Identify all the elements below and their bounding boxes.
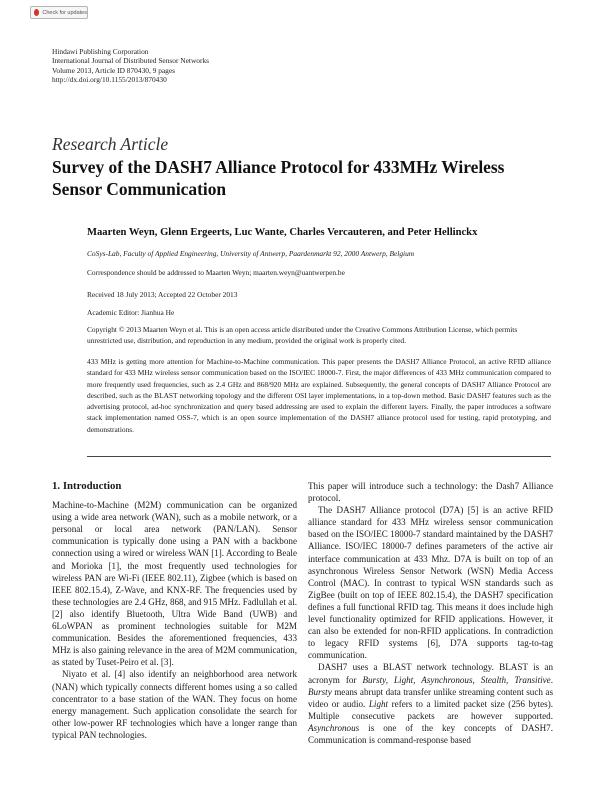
paragraph: This paper will introduce such a technology: the Dash7 Alliance protocol.	[308, 481, 553, 504]
text-run: .	[550, 674, 553, 685]
right-column	[308, 480, 553, 746]
doi-link[interactable]: http://dx.doi.org/10.1155/2013/870430	[52, 74, 167, 84]
text-run: means abrupt data transfer unlike streaming content such as video or audio.	[308, 686, 553, 709]
update-icon	[34, 9, 39, 16]
divider	[87, 456, 551, 457]
author-list: Maarten Weyn, Glenn Ergeerts, Luc Wante, Charles Vercauteren, and Peter Hellinckx	[87, 227, 478, 238]
text-run: refers to a limited packet size (256 bytes). Multiple consecutive packets are however supported.	[308, 698, 553, 721]
academic-editor: Academic Editor: Jianhua He	[87, 308, 175, 317]
article-type: Research Article	[52, 134, 169, 154]
paragraph: Machine-to-Machine (M2M) communication can be organized using a wide area network (WAN), such as a mobile network, or a personal or local area network (PAN/LAN). Sensor communication is typically done using a PAN with a backbone connection using a wired or wireless WAN [1]. According to Beale and Morioka [1], the most frequently used technologies for wireless PAN are Wi-Fi (IEEE 802.11), Zigbee (which is based on IEEE 802.15.4), Z-Wave, and KNX-RF. The frequencies used by these technologies are 2.4 GHz, 868, and 915 MHz. Fadlullah et al. [2] also identify Bluetooth, Ultra Wide Band (UWB) and 6LoWPAN as prominent technologies suitable for M2M communication. Besides the aforementioned frequencies, 433 MHz is also gaining relevance in the area of M2M communication, as stated by Tuset-Peiro et al. [3].	[52, 500, 297, 668]
italic-term: Bursty, Light, Asynchronous, Stealth, Transitive	[362, 674, 551, 685]
volume-info: Volume 2013, Article ID 870430, 9 pages	[52, 65, 176, 75]
article-title: Survey of the DASH7 Alliance Protocol for 433MHz Wireless Sensor Communication	[52, 157, 505, 199]
italic-term: Bursty	[308, 686, 332, 697]
received-dates: Received 18 July 2013; Accepted 22 October 2013	[87, 290, 238, 299]
correspondence: Correspondence should be addressed to Maarten Weyn; maarten.weyn@uantwerpen.be	[87, 268, 345, 277]
italic-term: Light	[368, 698, 389, 709]
publisher: Hindawi Publishing Corporation	[52, 47, 149, 56]
section-number: 1.	[52, 480, 61, 492]
check-for-updates-badge[interactable]	[30, 6, 88, 19]
italic-term: Asynchronous	[308, 722, 360, 733]
badge-label: Check for updates	[42, 9, 87, 16]
paragraph: The DASH7 Alliance protocol (D7A) [5] is an active RFID alliance standard for 433 MHz wireless sensor communication based on the ISO/IEC 18000-7 standard maintained by the DASH7 Alliance. ISO/IEC 18000-7 defines parameters of the active air interface communication at 433 Mhz. D7A is built on top of an asynchronous Wireless Sensor Network (WSN) Media Access Control (MAC). In contrast to typical WSN standards such as ZigBee (built on top of IEEE 802.15.4), the DASH7 specification defines a full functional RFID tag. This means it does include high level functionality optimized for RFID applications. However, it can also be extended for non-RFID applications. In contradiction to legacy RFID systems [6], D7A supports tag-to-tag communication.	[308, 505, 553, 661]
journal-header	[52, 47, 209, 84]
section-title: Introduction	[62, 480, 122, 492]
text-run: DASH7 uses a BLAST network technology. BLAST is an acronym for	[308, 662, 553, 685]
copyright-notice: Copyright © 2013 Maarten Weyn et al. This is an open access article distributed under the Creative Commons Attribution License, which permits unrestricted use, distribution, and reproduction in any medium, provided the original work is properly cited.	[87, 325, 518, 346]
left-column	[52, 480, 297, 741]
paragraph	[308, 661, 553, 746]
journal-name: International Journal of Distributed Sensor Networks	[52, 56, 210, 66]
section-heading	[52, 480, 297, 492]
paragraph: Niyato et al. [4] also identify an neighborhood area network (NAN) which typically connects different homes using a so called concentrator to a base station of the WAN. They focus on home energy management. Such application consolidate the search for other low-power RF technologies which have a longer range than typical PAN technologies.	[52, 669, 297, 740]
affiliation: CoSys-Lab, Faculty of Applied Engineering, University of Antwerp, Paardenmarkt 92, 2000 Antwerp, Belgium	[87, 249, 415, 258]
abstract: 433 MHz is getting more attention for Machine-to-Machine communication. This paper presents the DASH7 Alliance Protocol, an active RFID alliance standard for 433 MHz wireless sensor communication based on the ISO/IEC 18000-7. First, the major differences of 433 MHz communication compared to more frequently used frequencies, such as 2.4 GHz and 868/920 MHz are explained. Subsequently, the general concepts of DASH7 Alliance Protocol are described, such as the BLAST networking topology and the different OSI layer implementations, in a top-down method. Basic DASH7 features such as the advertising protocol, ad-hoc synchronization and query based addressing are used to explain the different layers. Finally, the paper introduces a software stack implementation named OSS-7, which is an open source implementation of the DASH7 alliance protocol used for testing, rapid prototyping, and demonstrations.	[87, 357, 551, 434]
text-run: is one of the key concepts of DASH7. Communication is command-response based	[308, 722, 553, 745]
